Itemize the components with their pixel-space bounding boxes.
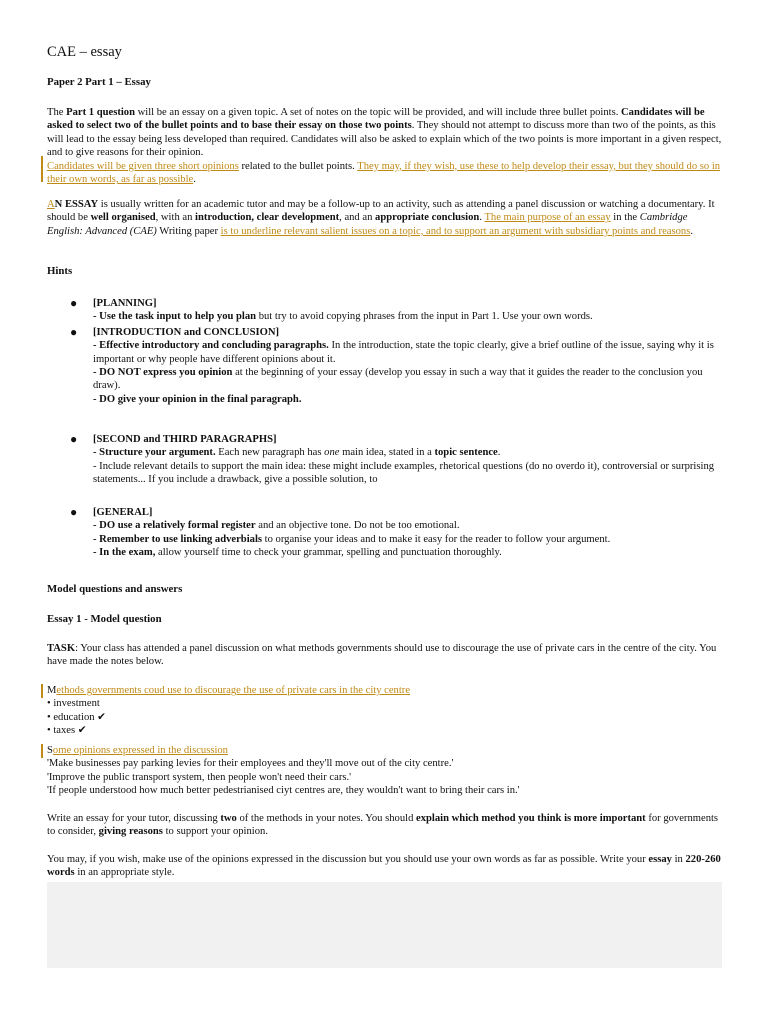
bold-text: explain which method you think is more important (416, 813, 646, 824)
hints-list-b (47, 433, 722, 487)
note-item: • taxes ✔ (47, 725, 87, 737)
text: Write an essay for your tutor, discussing (47, 813, 221, 824)
hint-second-third (47, 433, 722, 487)
highlight-margin-bar (41, 744, 43, 758)
hints-list-a (47, 297, 722, 406)
opinions-block (47, 744, 722, 798)
instructions-paragraph (47, 812, 722, 839)
hint-line: - Include relevant details to support the main idea: these might include examples, rhetorical questions (do no overdo it), controversial or surprising statements... If you include a drawback, give a possible solution, to (93, 460, 715, 486)
hint-heading: [PLANNING] (93, 298, 157, 309)
bold-text: introduction, clear development (195, 212, 340, 224)
opinion-item: 'Improve the public transport system, then people won't need their cars.' (47, 771, 352, 783)
text: S (47, 745, 53, 756)
gray-content-box (47, 882, 722, 968)
bold-text: topic sentence (434, 447, 498, 459)
bold-text: 220-260 words (47, 854, 721, 879)
bold-text: - DO use a relatively formal register (93, 520, 256, 532)
hint-heading: [INTRODUCTION and CONCLUSION] (93, 326, 280, 338)
opinion-item: 'If people understood how much better pedestrianised ciyt centres are, they wouldn't want to bring their cars in.' (47, 785, 520, 797)
text: of the methods in your notes. You should (236, 813, 417, 824)
text: . (497, 447, 501, 459)
text: . They should not attempt to discuss more than two of the points, as this will lead to the essay being less developed than required. Candidates will also be asked to explain which of the two points is more important in a given respect, and to give reasons for their opinion. (47, 120, 722, 159)
hint-line (93, 533, 722, 546)
hint-line (93, 393, 722, 406)
italic-text: one (324, 447, 340, 459)
text: M (47, 685, 57, 696)
text: . (690, 225, 693, 237)
document-title: CAE – essay (47, 44, 122, 60)
bullet-icon: ● (70, 432, 78, 446)
hint-heading: [SECOND and THIRD PARAGRAPHS] (93, 434, 277, 445)
bullet-icon: ● (70, 505, 78, 519)
opinions-heading (47, 744, 722, 757)
bold-text: - DO give your opinion in the final paragraph. (93, 393, 302, 405)
hint-line (93, 310, 722, 323)
bold-text: giving reasons (98, 826, 163, 838)
text: Each new paragraph has (215, 447, 325, 459)
note-item: • education ✔ (47, 711, 107, 723)
hint-line (93, 519, 722, 532)
text: for governments to consider, (47, 813, 719, 838)
highlighted-text: ethods governments coud use to discourage the use of private cars in the city centre (56, 685, 411, 696)
bold-text: - In the exam, (93, 547, 156, 559)
notes-heading (47, 684, 722, 697)
hint-line (93, 339, 722, 366)
highlighted-text: Candidates will be given three short opinions (47, 160, 239, 172)
essay1-heading: Essay 1 - Model question (47, 613, 162, 625)
text: in an appropriate style. (74, 867, 175, 879)
highlight-margin-bar (41, 156, 43, 182)
text: In the introduction, state the topic clearly, give a brief outline of the issue, saying why it is important or why people have different opinions about it. (93, 340, 714, 365)
hints-list-c (47, 506, 722, 560)
text: will be an essay on a given topic. A set of notes on the topic will be provided, and will include three bullet points. (134, 107, 622, 118)
highlighted-text: A (47, 199, 55, 210)
model-heading: Model questions and answers (47, 583, 183, 595)
bold-text: two (220, 813, 237, 824)
text: Writing paper (156, 225, 221, 237)
task-label: TASK (47, 643, 76, 654)
task-paragraph (47, 642, 722, 669)
text: allow yourself time to check your grammar, spelling and punctuation thoroughly. (155, 547, 502, 559)
hint-line (93, 446, 722, 459)
highlighted-text: The main purpose of an essay (484, 212, 611, 224)
bold-text: essay (648, 854, 672, 865)
text: to organise your ideas and to make it easy for the reader to follow your argument. (262, 533, 611, 545)
text: in the (610, 212, 640, 224)
highlighted-text: ome opinions expressed in the discussion (52, 745, 228, 756)
text: , with an (155, 212, 196, 224)
text: . (479, 212, 485, 224)
bold-text: - Effective introductory and concluding paragraphs. (93, 340, 329, 352)
text: is usually written for an academic tutor and may be a follow-up to an activity, such as attending a panel discussion or watching a documentary. It should be (47, 199, 715, 224)
bold-text: - DO NOT express you opinion (93, 367, 233, 379)
notes-block (47, 684, 722, 738)
an-essay-paragraph (47, 198, 722, 238)
italic-text: Cambridge English: Advanced (CAE) (47, 212, 688, 237)
opinion-item: 'Make businesses pay parking levies for their employees and they'll move out of the city centre.' (47, 758, 454, 770)
text: in (671, 854, 686, 865)
text: , and an (339, 212, 376, 224)
highlighted-text: They may, if they wish, use these to help develop their essay, but they should do so in their own words, as far as possible (47, 160, 721, 186)
text: . (193, 174, 196, 186)
bold-text: - Use the task input to help you plan (93, 311, 257, 323)
hint-planning (47, 297, 722, 324)
highlighted-text: is to underline relevant salient issues on a topic, and to support an argument with subsidiary points and reasons (220, 225, 691, 237)
text: You may, if you wish, make use of the opinions expressed in the discussion but you should use your own words as far as possible. Write your (47, 854, 649, 865)
paper-heading: Paper 2 Part 1 – Essay (47, 76, 151, 88)
intro-paragraph (47, 106, 722, 186)
text: : Your class has attended a panel discussion on what methods governments should use to discourage the use of private cars in the centre of the city. You have made the notes below. (47, 643, 717, 668)
final-paragraph (47, 853, 722, 880)
text: The (47, 107, 67, 118)
bullet-icon: ● (70, 324, 78, 339)
hint-general (47, 506, 722, 560)
hints-heading: Hints (47, 265, 73, 277)
hint-heading: [GENERAL] (93, 507, 153, 518)
text: but try to avoid copying phrases from the input in Part 1. Use your own words. (256, 311, 593, 323)
bold-text: - Remember to use linking adverbials (93, 533, 263, 545)
bold-text: Part 1 question (66, 107, 135, 118)
hint-line (93, 366, 722, 393)
bold-text: N ESSAY (54, 199, 99, 210)
hint-intro-conclusion (47, 326, 722, 406)
bold-text: appropriate conclusion (375, 212, 480, 224)
text: related to the bullet points. (238, 160, 358, 172)
bold-text: Candidates will be asked to select two of the bullet points and to base their essay on those two points (47, 107, 705, 132)
hint-line (93, 546, 722, 559)
text: and an objective tone. Do not be too emotional. (255, 520, 460, 532)
text: main idea, stated in a (339, 447, 435, 459)
text: to support your opinion. (162, 826, 268, 838)
bullet-icon: ● (70, 296, 78, 310)
bold-text: well organised (90, 212, 156, 224)
note-item: • investment (47, 698, 100, 710)
bold-text: - Structure your argument. (93, 447, 216, 459)
highlight-margin-bar (41, 684, 43, 698)
text: at the beginning of your essay (develop you essay in such a way that it guides the reader to the conclusion you draw). (93, 367, 703, 392)
